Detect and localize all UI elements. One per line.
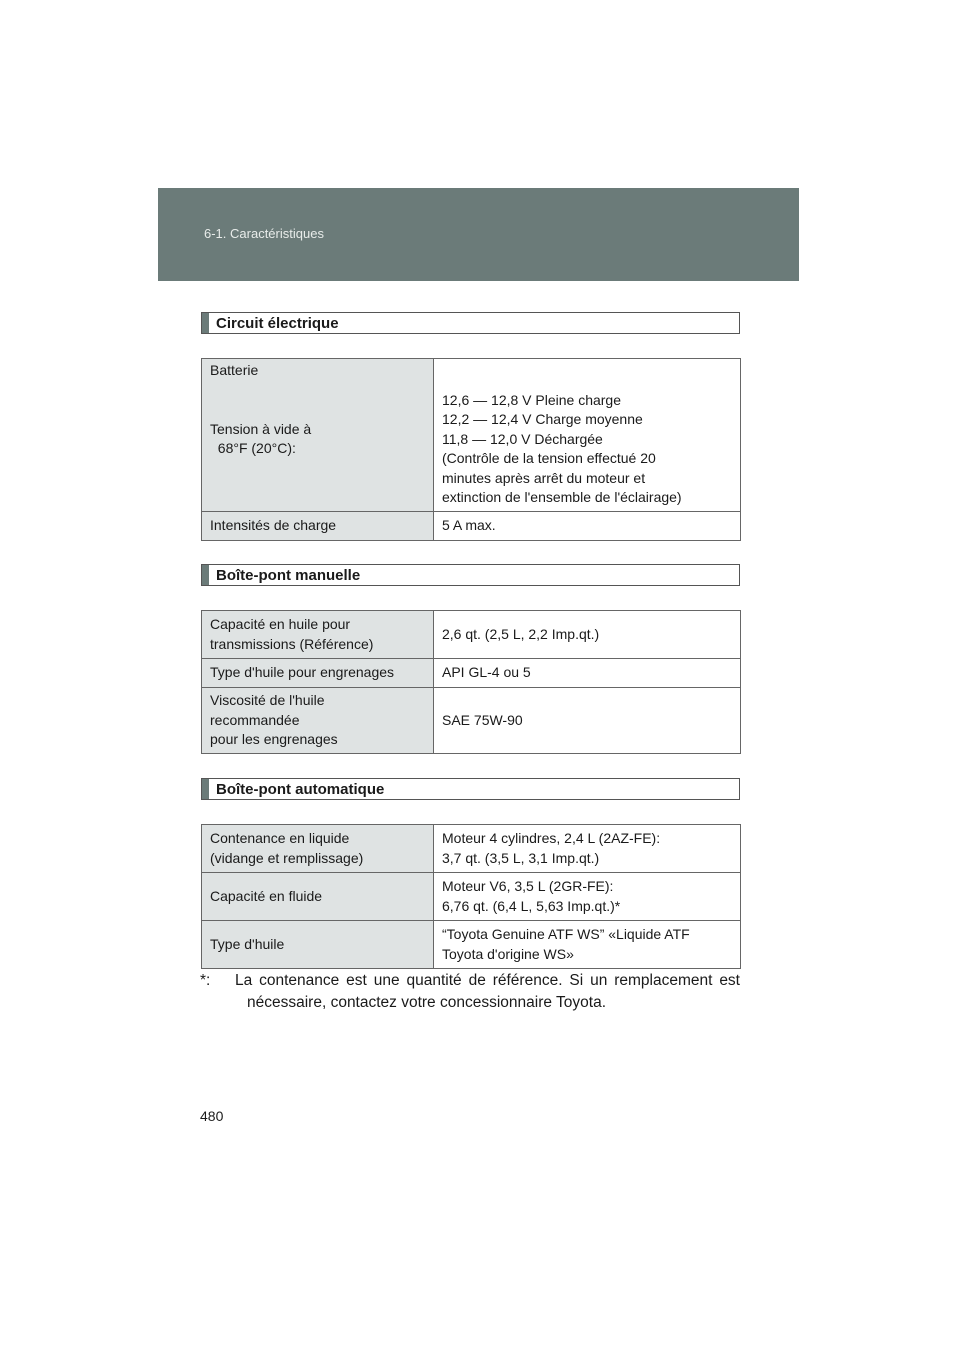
value-line: 11,8 — 12,0 V Déchargée <box>442 430 603 447</box>
row-label: Type d'huile <box>202 921 434 969</box>
footnote-text: La contenance est une quantité de référence. Si un remplacement est nécessaire, contactez votre concessionnaire Toyota. <box>235 972 740 1011</box>
value-line: Moteur V6, 3,5 L (2GR-FE): <box>442 878 614 894</box>
label-line: pour les engrenages <box>210 731 338 748</box>
row-value: 5 A max. <box>434 512 741 541</box>
table-row <box>202 921 741 969</box>
value-line: “Toyota Genuine ATF WS” «Liquide ATF <box>442 926 690 942</box>
table-row <box>202 512 741 541</box>
label-line: Contenance en liquide <box>210 830 350 846</box>
label-line: Batterie <box>210 362 259 378</box>
row-value <box>434 873 741 921</box>
header-band <box>158 188 799 281</box>
value-line: extinction de l'ensemble de l'éclairage) <box>442 489 682 505</box>
label-line: (vidange et remplissage) <box>210 849 364 866</box>
section-title-text: Boîte-pont automatique <box>216 780 385 798</box>
label-line: 68°F (20°C): <box>210 440 296 456</box>
section-title-text: Circuit électrique <box>216 314 339 332</box>
spec-table-automatic-transaxle <box>201 824 741 969</box>
section-title-electrical <box>201 312 740 334</box>
section-title-automatic-transaxle <box>201 778 740 800</box>
row-value <box>434 825 741 873</box>
table-row <box>202 611 741 659</box>
label-line: Capacité en huile pour <box>210 616 351 632</box>
table-row <box>202 825 741 873</box>
section-title-manual-transaxle <box>201 564 740 586</box>
section-title-bar <box>202 779 209 799</box>
label-line: transmissions (Référence) <box>210 635 374 652</box>
row-label <box>202 359 434 512</box>
value-line: minutes après arrêt du moteur et <box>442 469 646 486</box>
row-label <box>202 825 434 873</box>
row-value: SAE 75W-90 <box>434 688 741 754</box>
spec-table-manual-transaxle <box>201 610 741 754</box>
label-line: Viscosité de l'huile <box>210 692 325 709</box>
value-line: Toyota d'origine WS» <box>442 945 574 962</box>
value-line: Moteur 4 cylindres, 2,4 L (2AZ-FE): <box>442 830 661 846</box>
row-value <box>434 921 741 969</box>
value-line: 12,6 — 12,8 V Pleine charge <box>442 391 622 408</box>
label-line <box>210 400 425 420</box>
section-breadcrumb: 6-1. Caractéristiques <box>204 226 324 241</box>
spec-table-electrical <box>201 358 741 541</box>
footnote <box>200 970 740 1014</box>
row-label <box>202 611 434 659</box>
table-row <box>202 873 741 921</box>
footnote-marker: *: <box>200 972 211 989</box>
row-value: API GL-4 ou 5 <box>434 659 741 688</box>
label-line <box>210 381 425 401</box>
row-label: Capacité en fluide <box>202 873 434 921</box>
table-row <box>202 659 741 688</box>
value-line: 6,76 qt. (6,4 L, 5,63 Imp.qt.)* <box>442 897 621 914</box>
section-title-bar <box>202 313 209 333</box>
section-title-text: Boîte-pont manuelle <box>216 566 361 584</box>
row-value: 2,6 qt. (2,5 L, 2,2 Imp.qt.) <box>434 611 741 659</box>
value-line: 3,7 qt. (3,5 L, 3,1 Imp.qt.) <box>442 849 600 866</box>
table-row <box>202 688 741 754</box>
label-line: recommandée <box>210 711 300 728</box>
row-label <box>202 688 434 754</box>
value-line: 12,2 — 12,4 V Charge moyenne <box>442 411 643 427</box>
section-title-bar <box>202 565 209 585</box>
row-label: Type d'huile pour engrenages <box>202 659 434 688</box>
value-line <box>442 371 732 391</box>
row-label: Intensités de charge <box>202 512 434 541</box>
page-number: 480 <box>200 1108 224 1124</box>
row-value <box>434 359 741 512</box>
label-line: Tension à vide à <box>210 420 312 437</box>
table-row <box>202 359 741 512</box>
value-line: (Contrôle de la tension effectué 20 <box>442 450 656 466</box>
